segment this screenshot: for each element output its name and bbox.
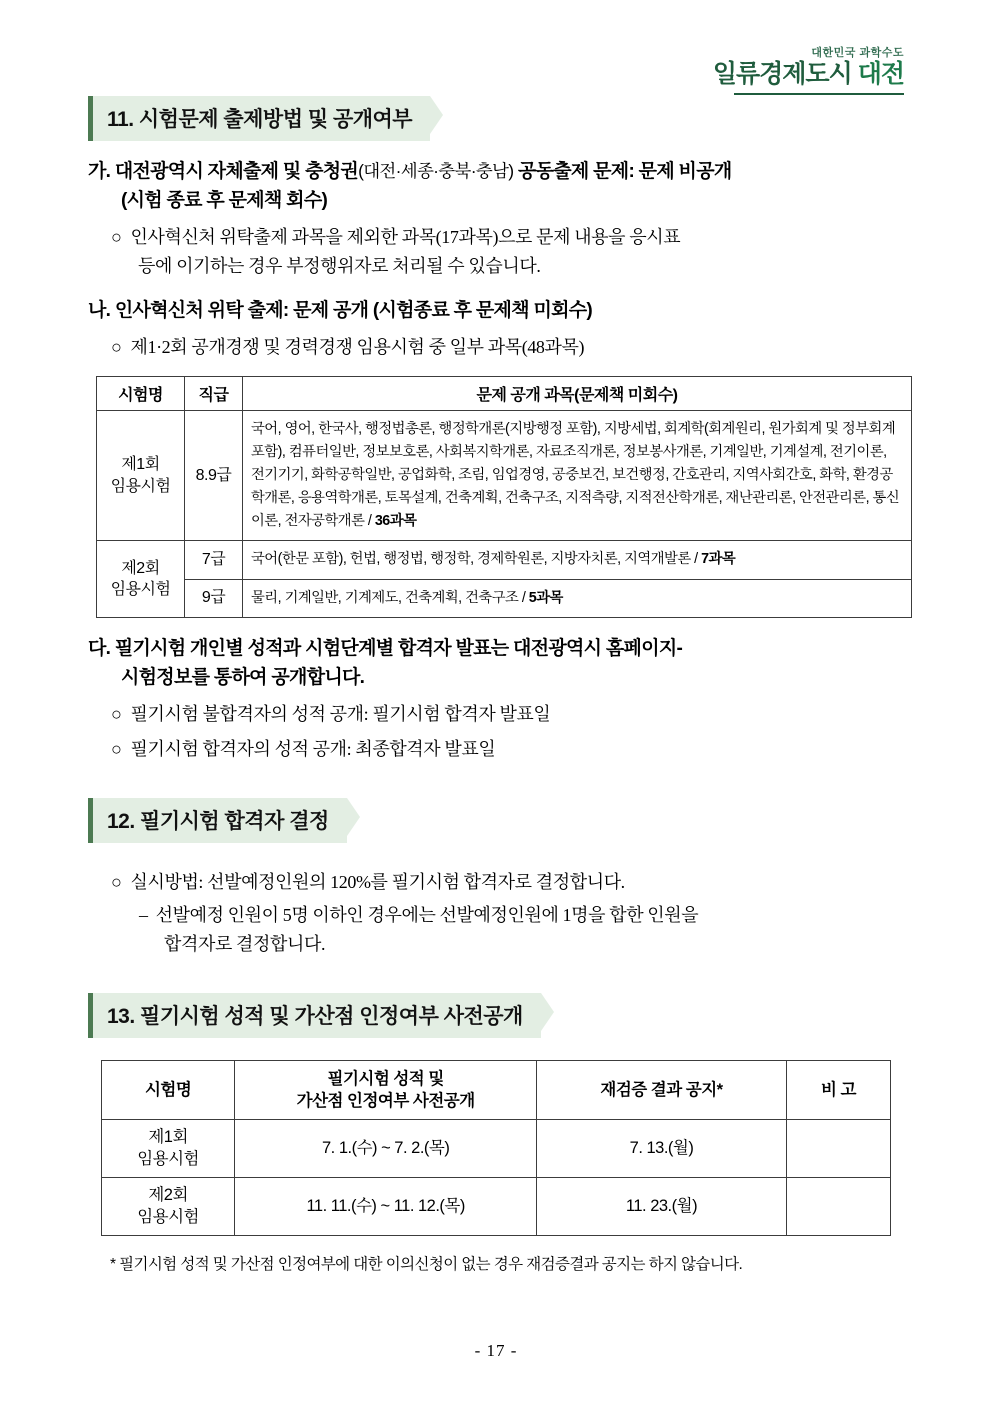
subjects-cell-grade-3: 9급 <box>185 579 243 617</box>
table-row <box>97 579 912 617</box>
subjects-count-2: 7과목 <box>701 551 736 568</box>
item-11-da-bullet-2 <box>88 735 904 764</box>
schedule-exam-2-line1: 제2회 <box>148 1186 188 1205</box>
schedule-cell-exam-2 <box>102 1178 235 1236</box>
item-11-da <box>88 634 904 693</box>
schedule-cell-reverify-2: 11. 23.(월) <box>537 1178 787 1236</box>
dash-bullet-icon: – <box>139 905 148 926</box>
item-11-da-cont: 시험정보를 통하여 공개합니다. <box>121 667 365 689</box>
item-11-na-text: 인사혁신처 위탁 출제: 문제 공개 (시험종료 후 문제책 미회수) <box>114 300 593 322</box>
subjects-cell-exam-2: 제2회 임용시험 <box>97 541 185 617</box>
subjects-cell-exam-1: 제1회 임용시험 <box>97 410 185 541</box>
section-heading-11: 11. 시험문제 출제방법 및 공개여부 <box>88 96 430 141</box>
subjects-cell-list-2 <box>243 541 912 579</box>
subjects-cell-grade-1: 8.9급 <box>185 410 243 541</box>
subjects-text-2: 국어(한문 포함), 헌법, 행정법, 행정학, 경제학원론, 지방자치론, 지역개발론 / <box>251 551 702 568</box>
item-11-da-bullet-2-text: 필기시험 합격자의 성적 공개: 최종합격자 발표일 <box>130 739 496 760</box>
schedule-cell-note-1 <box>786 1120 890 1178</box>
item-11-na-label: 나. <box>88 300 111 322</box>
item-11-da-bullet-1 <box>88 700 904 729</box>
item-11-ga-bullet <box>88 223 904 281</box>
item-11-ga-label: 가. <box>88 161 111 182</box>
subjects-col-exam: 시험명 <box>97 376 185 410</box>
section-heading-12: 12. 필기시험 합격자 결정 <box>88 798 347 843</box>
schedule-col-reverify: 재검증 결과 공지* <box>537 1060 787 1120</box>
subjects-cell-list-1 <box>243 410 912 541</box>
schedule-cell-note-2 <box>786 1178 890 1236</box>
item-11-ga-text1: 대전광역시 자체출제 및 충청권 <box>114 161 359 182</box>
logo-brand-accent: 대전 <box>857 60 904 88</box>
table-row <box>97 541 912 579</box>
schedule-cell-predisclosure-2: 11. 11.(수) ~ 11. 12.(목) <box>235 1178 537 1236</box>
subjects-count-1: 36과목 <box>374 513 417 530</box>
schedule-table <box>101 1060 891 1236</box>
subjects-col-grade: 직급 <box>185 376 243 410</box>
logo-tagline: 대한민국 과학수도 <box>811 47 904 59</box>
item-11-ga-text2: 공동출제 문제: 문제 비공개 <box>517 161 732 182</box>
schedule-col-predisclosure <box>235 1060 537 1120</box>
item-11-ga-cont: (시험 종료 후 문제책 회수) <box>121 190 328 212</box>
circle-bullet-icon: ○ <box>111 226 122 247</box>
table-header-row <box>97 376 912 410</box>
schedule-exam-1-line2: 임용시험 <box>137 1149 199 1168</box>
item-11-ga-bullet-text: 인사혁신처 위탁출제 과목을 제외한 과목(17과목)으로 문제 내용을 응시표 <box>130 226 681 247</box>
item-11-na <box>88 296 904 325</box>
item-11-na-bullet <box>88 333 904 362</box>
item-11-ga <box>88 157 904 216</box>
circle-bullet-icon: ○ <box>111 336 122 357</box>
page-number: - 17 - <box>474 1341 518 1360</box>
schedule-cell-reverify-1: 7. 13.(월) <box>537 1120 787 1178</box>
item-11-ga-thin: (대전·세종·충북·충남) <box>358 161 514 181</box>
schedule-exam-1-line1: 제1회 <box>148 1128 188 1147</box>
logo-brand-main: 일류경제도시 <box>712 60 852 88</box>
schedule-footnote: * 필기시험 성적 및 가산점 인정여부에 대한 이의신청이 없는 경우 재검증결과 공지는 하지 않습니다. <box>110 1255 743 1273</box>
item-11-na-bullet-text: 제1·2회 공개경쟁 및 경력경쟁 임용시험 중 일부 과목(48과목) <box>130 336 585 357</box>
item-12-bullet <box>88 868 904 897</box>
subjects-cell-list-3 <box>243 579 912 617</box>
schedule-col-predisclosure-line1: 필기시험 성적 및 <box>327 1069 444 1088</box>
subjects-cell-grade-2: 7급 <box>185 541 243 579</box>
item-12-bullet-text: 실시방법: 선발예정인원의 120%를 필기시험 합격자로 결정합니다. <box>130 872 625 893</box>
circle-bullet-icon: ○ <box>111 872 122 893</box>
logo-brand <box>713 62 904 87</box>
circle-bullet-icon: ○ <box>111 739 122 760</box>
schedule-cell-exam-1 <box>102 1120 235 1178</box>
item-12-dash <box>88 901 904 959</box>
schedule-col-predisclosure-line2: 가산점 인정여부 사전공개 <box>296 1091 475 1110</box>
table-row <box>97 410 912 541</box>
subjects-table <box>96 376 912 618</box>
schedule-exam-2-line2: 임용시험 <box>137 1207 199 1226</box>
item-11-da-bullet-1-text: 필기시험 불합격자의 성적 공개: 필기시험 합격자 발표일 <box>130 703 551 724</box>
subjects-count-3: 5과목 <box>528 589 563 606</box>
subjects-text-1: 국어, 영어, 한국사, 행정법총론, 행정학개론(지방행정 포함), 지방세법, 회계학(회계원리, 원가회계 및 정부회계 포함), 컴퓨터일반, 정보보호론, 사회복지학개론, 자료조직개론, 정보봉사개론, 기계일반, 기계설계, 전기이론, 전기기기, 화학공학일반, 공업화학, 조림, 임업경영, 공중보건, 보건행정, 간호관리, 지역사회간호, 화학, 환경공학개론, 응용역학개론, 토목설계, 건축계획, 건축구조, 지적측량, 지적전산학개론, 재난관리론, 안전관리론, 통신이론, 전자공학개론 / <box>251 420 900 530</box>
table-row <box>102 1178 891 1236</box>
logo-divider <box>734 93 904 95</box>
city-logo <box>713 48 904 95</box>
item-12-dash-cont: 합격자로 결정합니다. <box>164 933 326 954</box>
schedule-col-note: 비 고 <box>786 1060 890 1120</box>
circle-bullet-icon: ○ <box>111 703 122 724</box>
subjects-col-subjects: 문제 공개 과목(문제책 미회수) <box>243 376 912 410</box>
table-header-row <box>102 1060 891 1120</box>
subjects-text-3: 물리, 기계일반, 기계제도, 건축계획, 건축구조 / <box>251 589 529 606</box>
item-11-da-text: 필기시험 개인별 성적과 시험단계별 합격자 발표는 대전광역시 홈페이지- <box>114 637 683 659</box>
schedule-cell-predisclosure-1: 7. 1.(수) ~ 7. 2.(목) <box>235 1120 537 1178</box>
schedule-col-exam: 시험명 <box>102 1060 235 1120</box>
section-heading-13: 13. 필기시험 성적 및 가산점 인정여부 사전공개 <box>88 993 541 1038</box>
item-12-dash-text: 선발예정 인원이 5명 이하인 경우에는 선발예정인원에 1명을 합한 인원을 <box>155 905 699 926</box>
item-11-da-label: 다. <box>88 637 111 659</box>
item-11-ga-bullet-cont: 등에 이기하는 경우 부정행위자로 처리될 수 있습니다. <box>138 255 541 276</box>
table-row <box>102 1120 891 1178</box>
